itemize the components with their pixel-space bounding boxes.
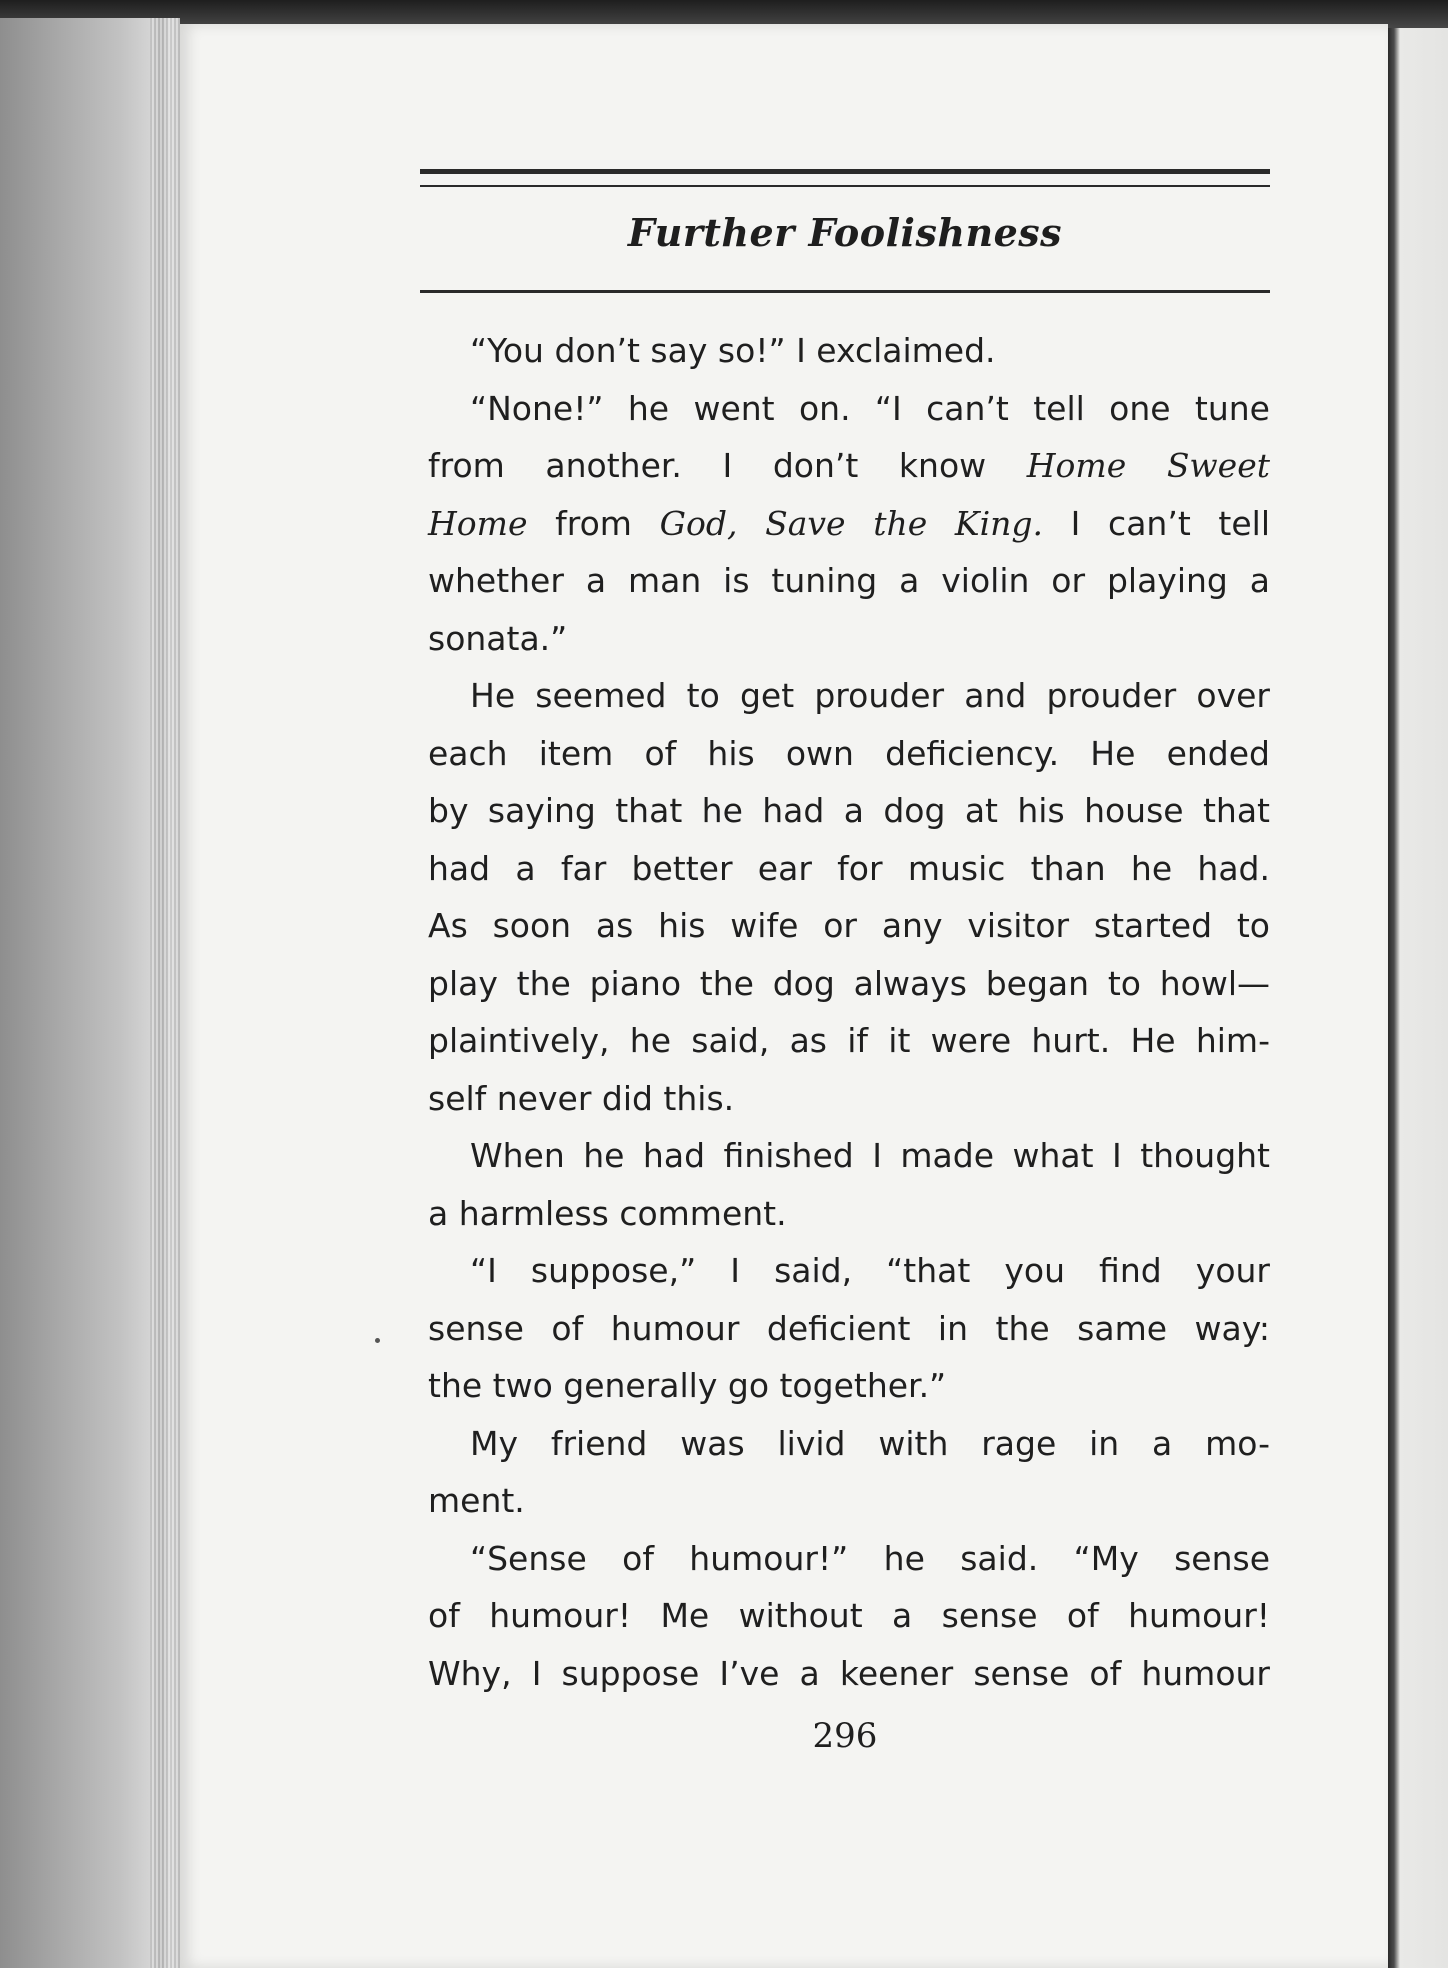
text-segment: I can’t tell <box>1043 503 1270 543</box>
running-head: Further Foolishness <box>627 210 1063 255</box>
text-line: the two generally go together.” <box>428 1366 947 1405</box>
text-line: by saying that he had a dog at his house that <box>428 791 1270 830</box>
header-rule-bottom <box>420 290 1270 293</box>
text-line: play the piano the dog always began to howl— <box>428 963 1270 1003</box>
text-segment: from another. I don’t know <box>428 446 1027 485</box>
text-line: My friend was livid with rage in a mo- <box>470 1423 1270 1463</box>
body-text <box>428 322 1270 1702</box>
text-line: As soon as his wife or any visitor started to <box>428 906 1270 945</box>
text-line: of humour! Me without a sense of humour! <box>428 1596 1270 1635</box>
text-line: “I suppose,” I said, “that you find your <box>470 1251 1270 1290</box>
text-line: each item of his own deficiency. He ended <box>428 733 1270 773</box>
text-line: had a far better ear for music than he had. <box>428 848 1270 888</box>
text-line: whether a man is tuning a violin or playing a <box>428 561 1270 600</box>
text-line: “You don’t say so!” I exclaimed. <box>470 331 996 370</box>
text-line: “Sense of humour!” he said. “My sense <box>470 1538 1270 1578</box>
text-line: “None!” he went on. “I can’t tell one tune <box>470 388 1270 428</box>
text-segment: from <box>527 503 660 543</box>
scan-speck <box>375 1338 380 1343</box>
song-title-italic: God, Save the King. <box>659 503 1043 543</box>
text-line: plaintively, he said, as if it were hurt. He him- <box>428 1021 1270 1060</box>
header-rule-top-thin <box>420 185 1270 187</box>
text-line: When he had finished I made what I thought <box>470 1136 1270 1175</box>
text-line: He seemed to get prouder and prouder over <box>470 676 1270 715</box>
text-line: a harmless comment. <box>428 1193 787 1233</box>
song-title-italic: Home Sweet <box>1026 446 1270 485</box>
text-line: Why, I suppose I’ve a keener sense of humour <box>428 1653 1270 1693</box>
facing-page-edge <box>1388 28 1448 1968</box>
text-line: sense of humour deficient in the same way: <box>428 1308 1270 1348</box>
text-line: sonata.” <box>428 618 568 658</box>
text-line: ment. <box>428 1481 525 1520</box>
book-page-edges <box>0 18 180 1968</box>
text-line <box>428 437 1270 495</box>
text-line: self never did this. <box>428 1078 735 1118</box>
page-number: 296 <box>812 1716 878 1756</box>
text-line <box>428 495 1270 553</box>
header-rule-top <box>420 169 1270 174</box>
song-title-italic: Home <box>428 503 528 543</box>
